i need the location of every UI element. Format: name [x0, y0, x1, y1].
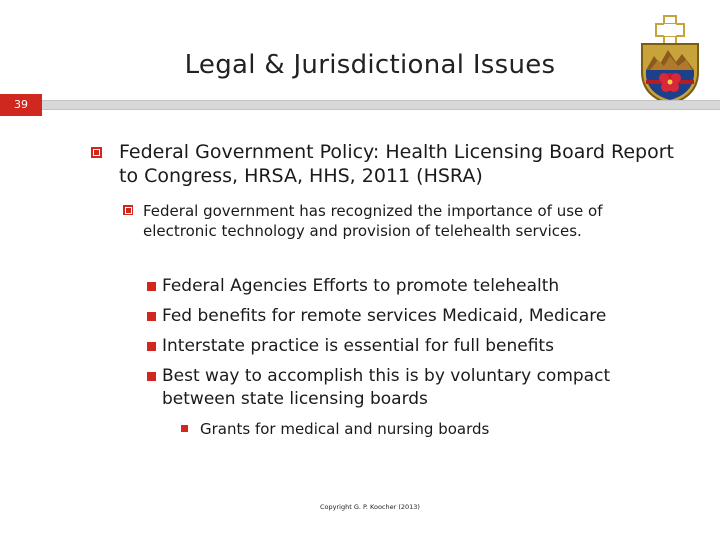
bullet-level1: Federal Government Policy: Health Licensing Board Report to Congress, HRSA, HHS, 2011 (HSRA): [119, 141, 674, 187]
bullet-level4: Grants for medical and nursing boards: [200, 420, 490, 438]
bullet-square-icon: [147, 342, 156, 351]
bullet-level3: Fed benefits for remote services Medicaid, Medicare: [162, 306, 607, 326]
bullet-square-icon: [147, 372, 156, 381]
copyright-footer: Copyright G. P. Koocher (2013): [320, 503, 420, 511]
bullet-level3: Interstate practice is essential for full benefits: [162, 336, 554, 356]
slide-title: Legal & Jurisdictional Issues: [184, 50, 556, 80]
bullet-square-icon: [123, 205, 133, 215]
bullet-square-icon: [147, 312, 156, 321]
bullet-square-icon: [147, 282, 156, 291]
slide-number: 39: [14, 98, 28, 111]
bullet-level3: Best way to accomplish this is by voluntary compact between state licensing boards: [162, 366, 611, 409]
crest-logo-icon: [636, 14, 704, 106]
bullet-square-icon: [91, 147, 102, 158]
bullet-level2: Federal government has recognized the importance of use of electronic technology and provision of telehealth services.: [143, 202, 603, 240]
bullet-square-icon: [181, 425, 188, 432]
header-rule: [42, 100, 720, 110]
bullet-level3: Federal Agencies Efforts to promote telehealth: [162, 276, 560, 296]
